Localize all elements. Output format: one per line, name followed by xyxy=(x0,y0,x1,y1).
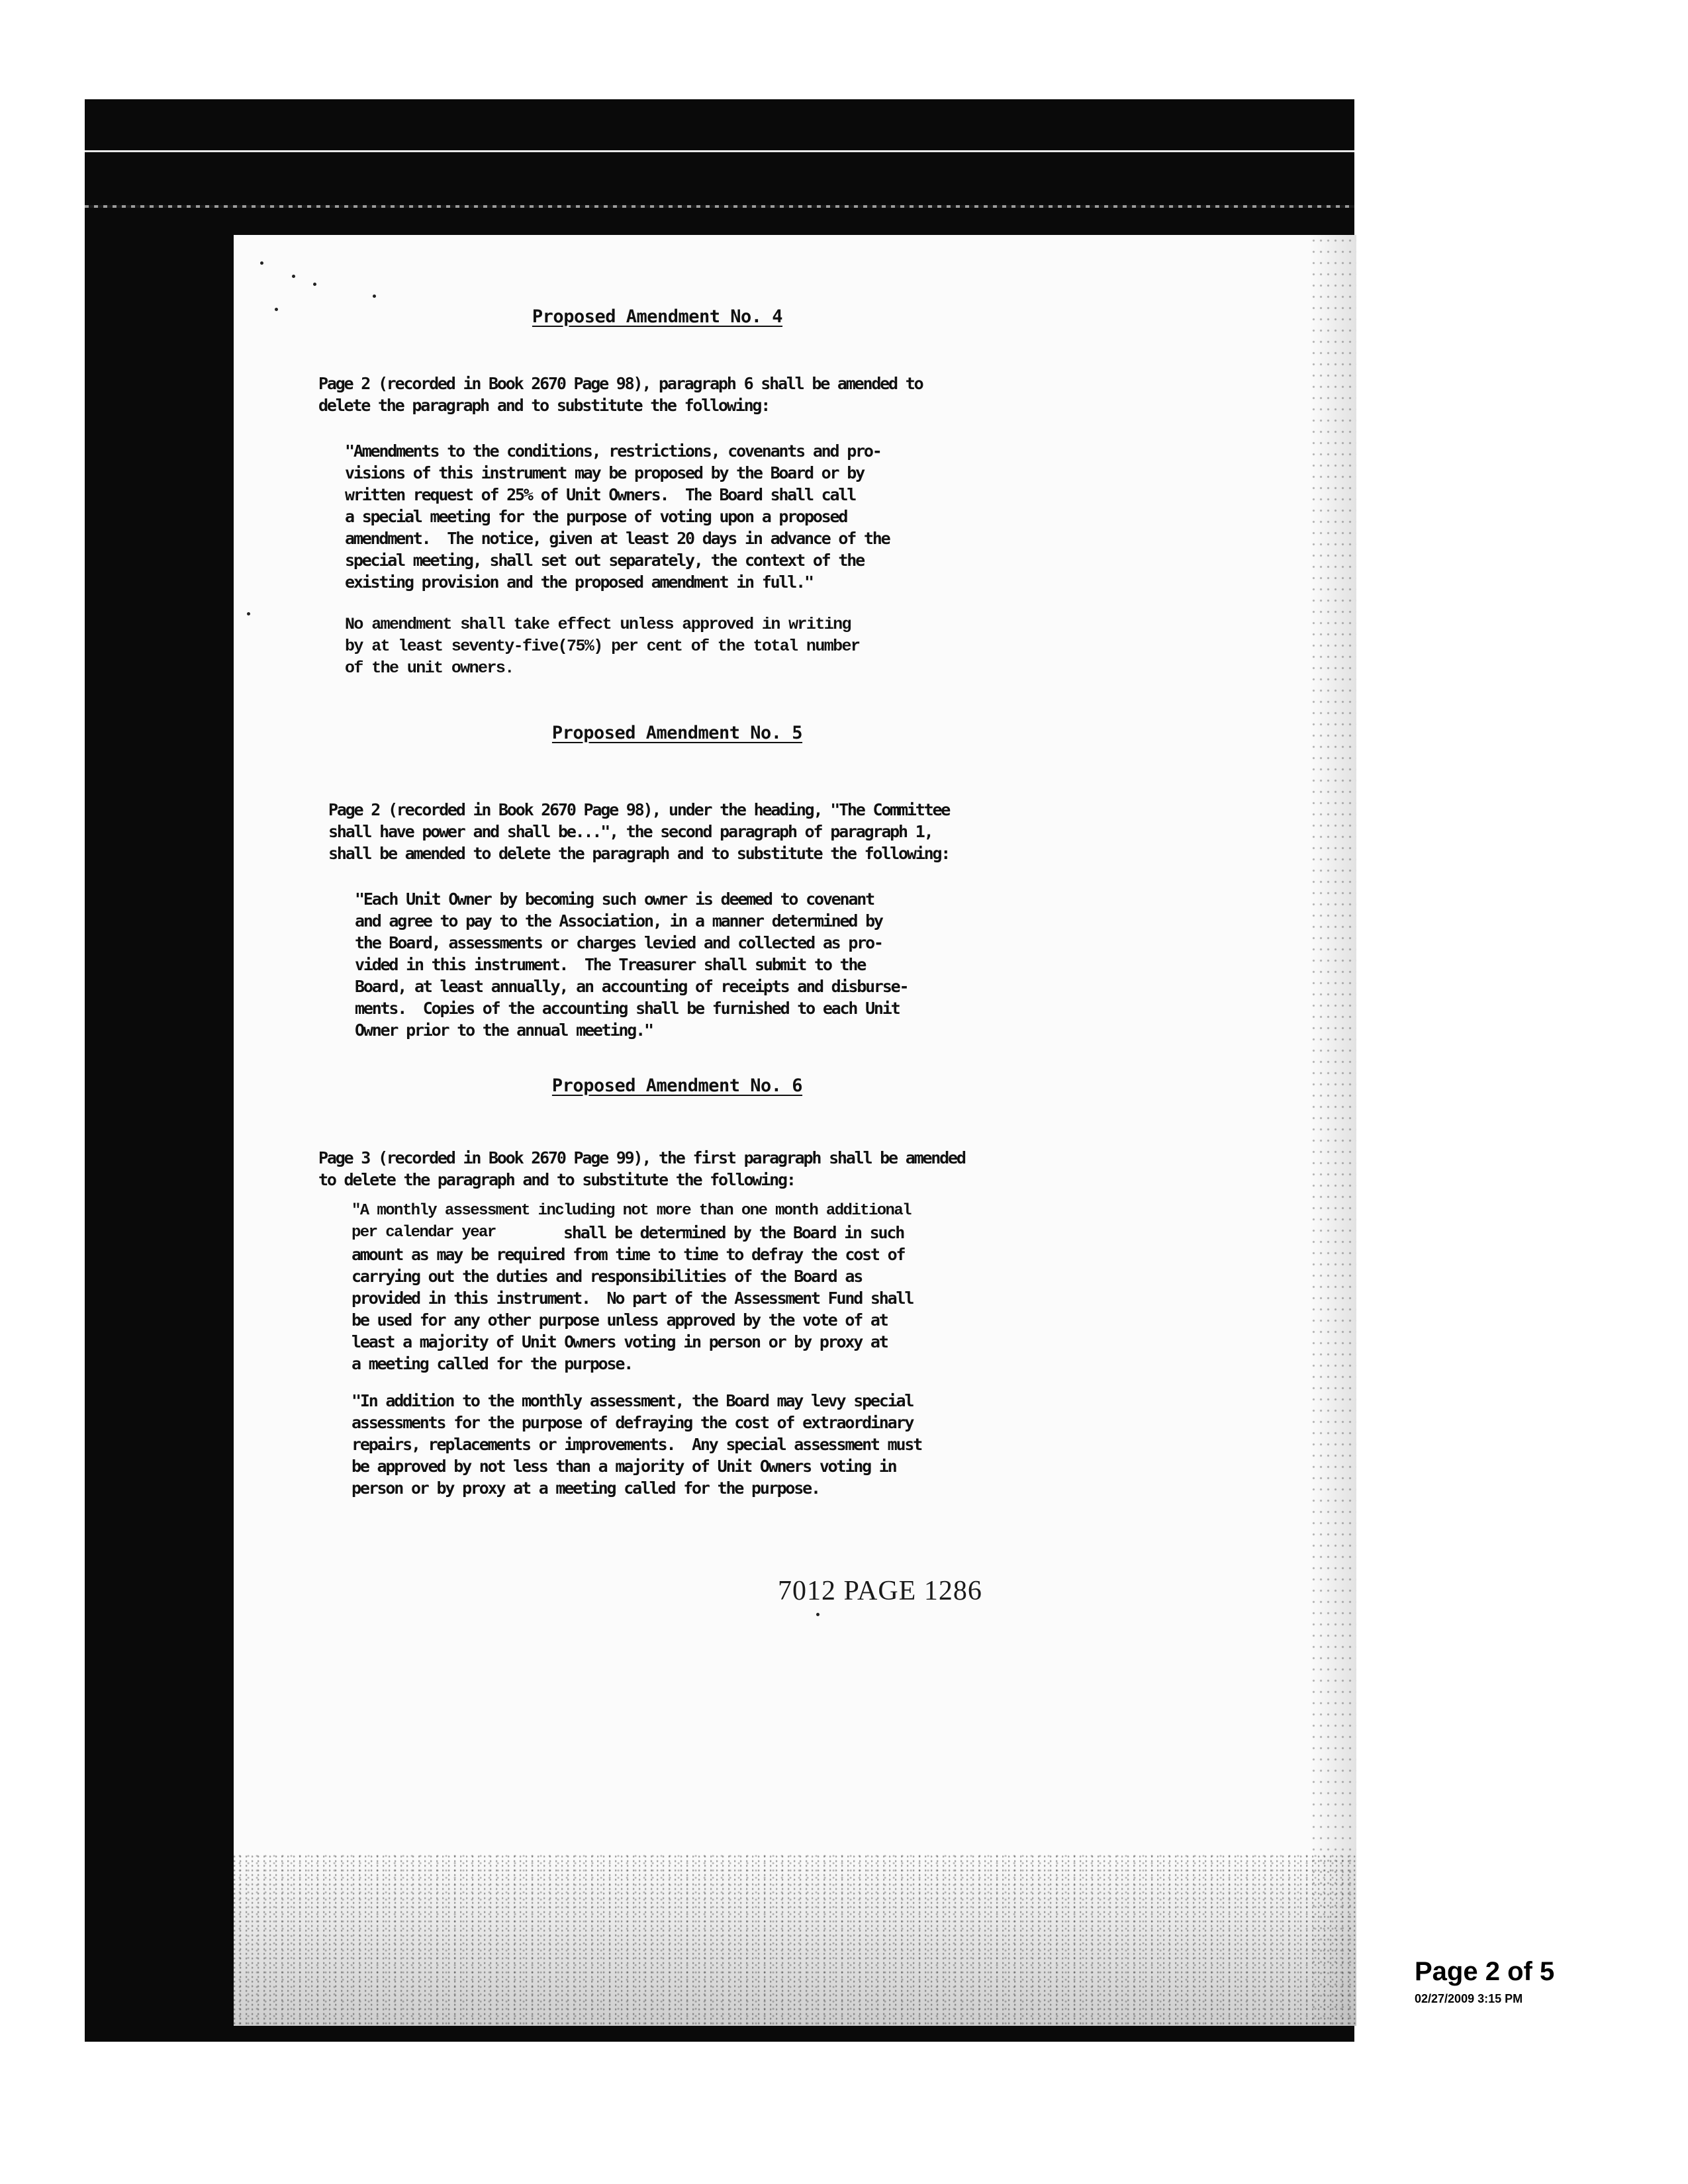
frame-divider-line xyxy=(85,150,1354,152)
amendment-4-addendum: No amendment shall take effect unless approved in writing by at least seventy-five(75%) per cent of the total number of the unit owners. xyxy=(345,615,860,678)
scan-speck xyxy=(373,295,376,298)
scan-speck xyxy=(292,275,295,278)
amendment-4-intro: Page 2 (recorded in Book 2670 Page 98), paragraph 6 shall be amended to delete the paragraph and to substitute the following: xyxy=(318,374,923,415)
amendment-6-inserted-line: "A monthly assessment including not more than one month additional per calendar year xyxy=(352,1202,911,1242)
scan-speck xyxy=(247,612,250,615)
scan-speck xyxy=(816,1613,820,1616)
amendment-4-heading: Proposed Amendment No. 4 xyxy=(532,306,783,327)
page-counter: Page 2 of 5 xyxy=(1415,1957,1555,1986)
document-body xyxy=(234,235,1356,2026)
amendment-6-quote-2: "In addition to the monthly assessment, the Board may levy special assessments for the purpose of defraying the cost of extraordinary repairs, replacements or improvements. Any special assessment must be approved by not less than a majority of Unit Owners voting in person or by proxy at a meeting called for the purpose. xyxy=(352,1391,922,1498)
amendment-6-intro: Page 3 (recorded in Book 2670 Page 99), the first paragraph shall be amended to delete the paragraph and to substitute the following: xyxy=(318,1148,965,1189)
amendment-5-intro: Page 2 (recorded in Book 2670 Page 98), under the heading, "The Committee shall have power and shall be...", the second paragraph of paragraph 1, shall be amended to delete the paragraph and to substitute the following: xyxy=(328,800,950,863)
scan-speck xyxy=(275,308,278,311)
recording-book-page-stamp: 7012 PAGE 1286 xyxy=(778,1576,982,1606)
amendment-4-quote: "Amendments to the conditions, restrictions, covenants and pro- visions of this instrument may be proposed by the Board or by written request of 25% of Unit Owners. The Board shall call a special meeting for the purpose of voting upon a proposed amendment. The notice, given at least 20 days in advance of the special meeting, shall set out separately, the context of the existing provision and the proposed amendment in full." xyxy=(345,441,890,592)
amendment-5-heading: Proposed Amendment No. 5 xyxy=(551,723,803,743)
amendment-6-quote-1-text: shall be determined by the Board in such amount as may be required from time to time to defray the cost of carrying out the duties and responsibilities of the Board as provided in this instrument. No part of the Assessment Fund shall be used for any other purpose unless approved by the vote of at least a majority of Unit Owners voting in person or by proxy at a meeting called for the purpose. xyxy=(352,1223,914,1373)
frame-edge-strip xyxy=(85,205,1354,208)
scanned-page-frame xyxy=(85,99,1354,2042)
scanned-document-page xyxy=(234,235,1356,2026)
amendment-6-quote-1 xyxy=(352,1222,913,1375)
print-timestamp: 02/27/2009 3:15 PM xyxy=(1415,1992,1523,2005)
amendment-5-quote: "Each Unit Owner by becoming such owner is deemed to covenant and agree to pay to the Association, in a manner determined by the Board, assessments or charges levied and collected as pro- vided in this instrument. The Treasurer shall submit to the Board, at least annually, an accounting of receipts and disburse- ments. Copies of the accounting shall be furnished to each Unit Owner prior to the annual meeting." xyxy=(355,889,908,1040)
scan-speck xyxy=(313,283,316,286)
scan-speck xyxy=(260,261,263,265)
amendment-6-heading: Proposed Amendment No. 6 xyxy=(551,1075,803,1096)
